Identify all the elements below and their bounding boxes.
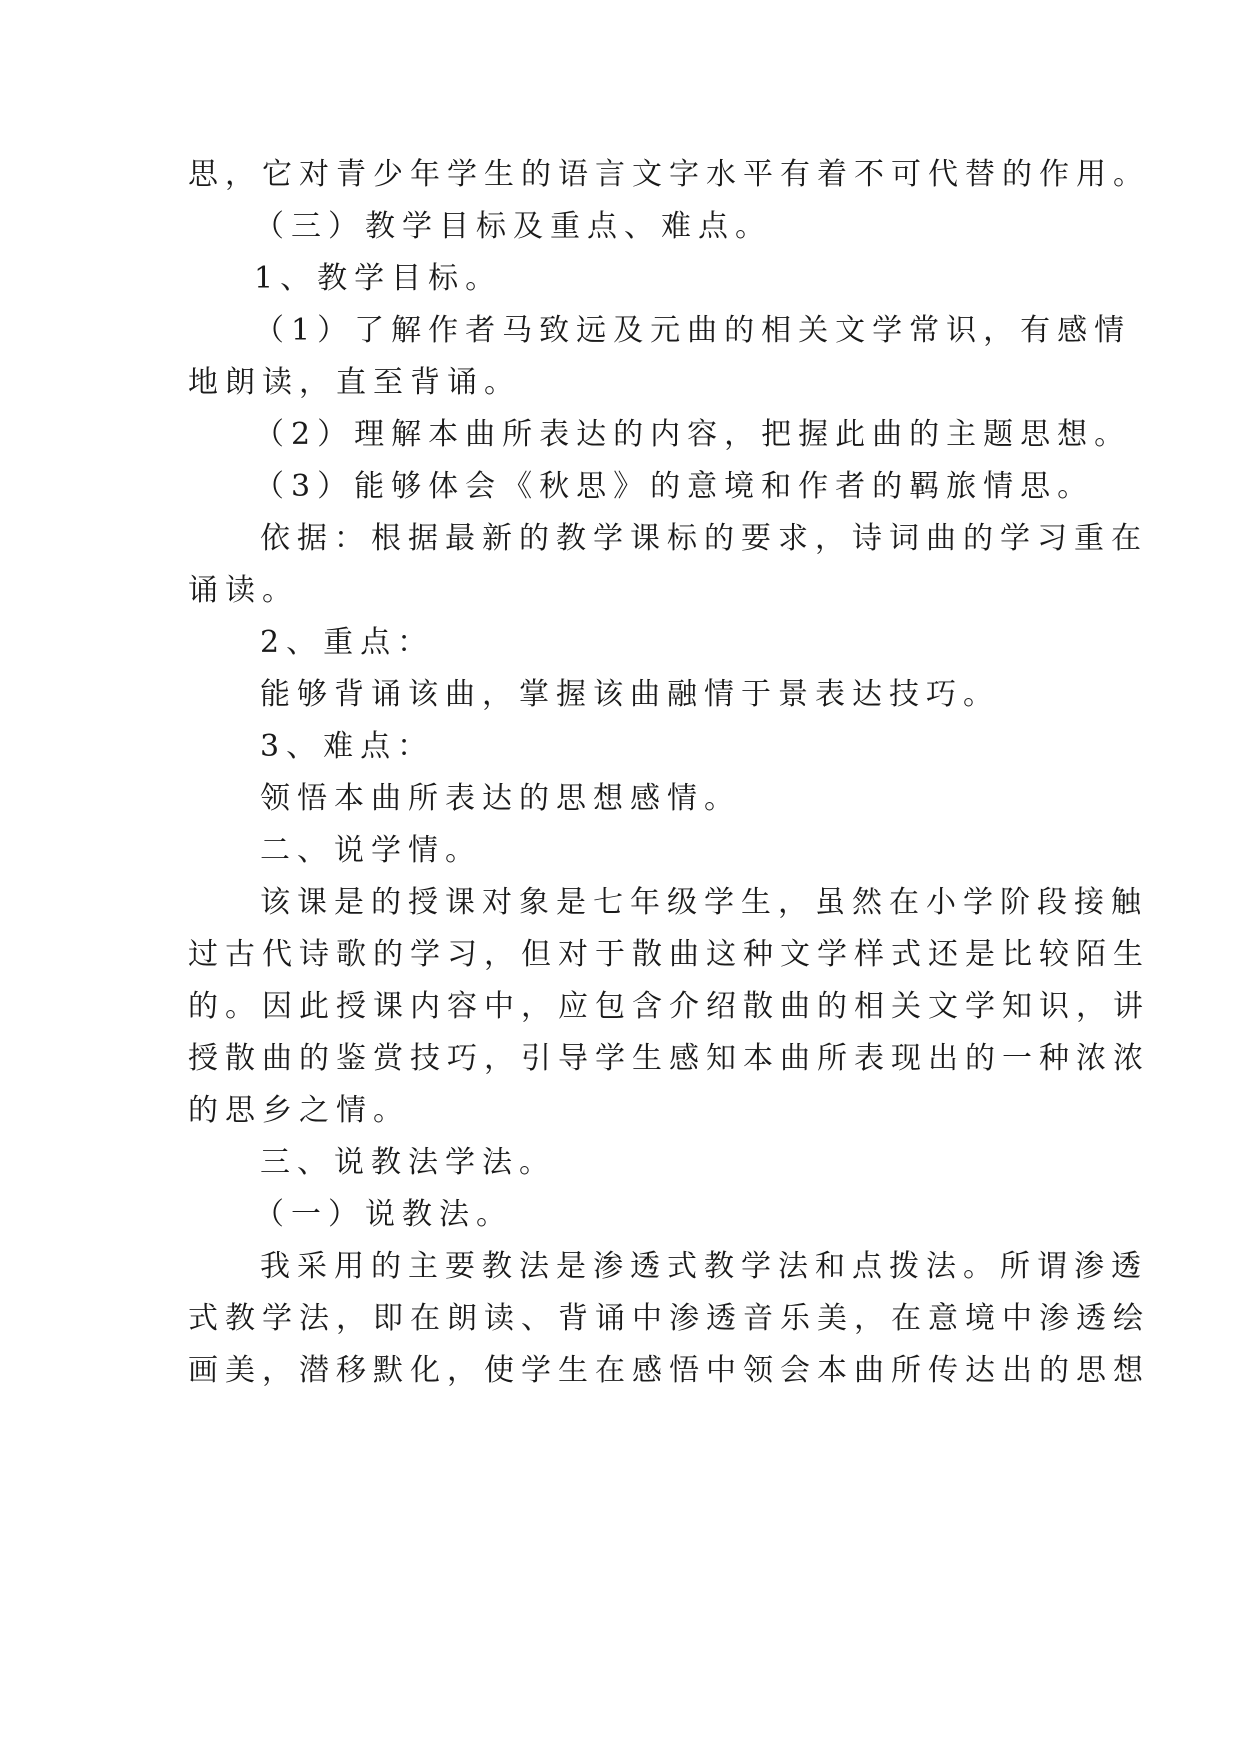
- subsection-heading: 2、重点：: [260, 625, 435, 660]
- text-line: 授散曲的鉴赏技巧，引导学生感知本曲所表现出的一种浓浓: [188, 1041, 1150, 1076]
- subsection-heading: （一）说教法。: [254, 1197, 513, 1232]
- text-line: 的思乡之情。: [188, 1093, 410, 1128]
- text-line: （1）了解作者马致远及元曲的相关文学常识，有感情: [254, 313, 1132, 348]
- text-line: 依据：根据最新的教学课标的要求，诗词曲的学习重在: [260, 521, 1148, 556]
- section-heading: 三、说教法学法。: [260, 1145, 556, 1180]
- text-line: 地朗读，直至背诵。: [188, 365, 521, 400]
- section-heading: 二、说学情。: [260, 833, 482, 868]
- text-line: 诵读。: [188, 573, 299, 608]
- text-line: （3）能够体会《秋思》的意境和作者的羁旅情思。: [254, 469, 1095, 504]
- text-line: （2）理解本曲所表达的内容，把握此曲的主题思想。: [254, 417, 1132, 452]
- subsection-heading: 3、难点：: [260, 729, 435, 764]
- text-line: 该课是的授课对象是七年级学生，虽然在小学阶段接触: [260, 885, 1148, 920]
- text-line: 领悟本曲所表达的思想感情。: [260, 781, 741, 816]
- subsection-heading: 1、教学目标。: [254, 261, 503, 296]
- text-line: 式教学法，即在朗读、背诵中渗透音乐美，在意境中渗透绘: [188, 1301, 1150, 1336]
- text-line: 我采用的主要教法是渗透式教学法和点拨法。所谓渗透: [260, 1249, 1148, 1284]
- section-heading: （三）教学目标及重点、难点。: [254, 209, 772, 244]
- text-line: 过古代诗歌的学习，但对于散曲这种文学样式还是比较陌生: [188, 937, 1150, 972]
- text-line: 画美，潜移默化，使学生在感悟中领会本曲所传达出的思想: [188, 1353, 1150, 1388]
- text-line: 能够背诵该曲，掌握该曲融情于景表达技巧。: [260, 677, 1000, 712]
- text-line: 思，它对青少年学生的语言文字水平有着不可代替的作用。: [188, 157, 1150, 192]
- text-line: 的。因此授课内容中，应包含介绍散曲的相关文学知识，讲: [188, 989, 1150, 1024]
